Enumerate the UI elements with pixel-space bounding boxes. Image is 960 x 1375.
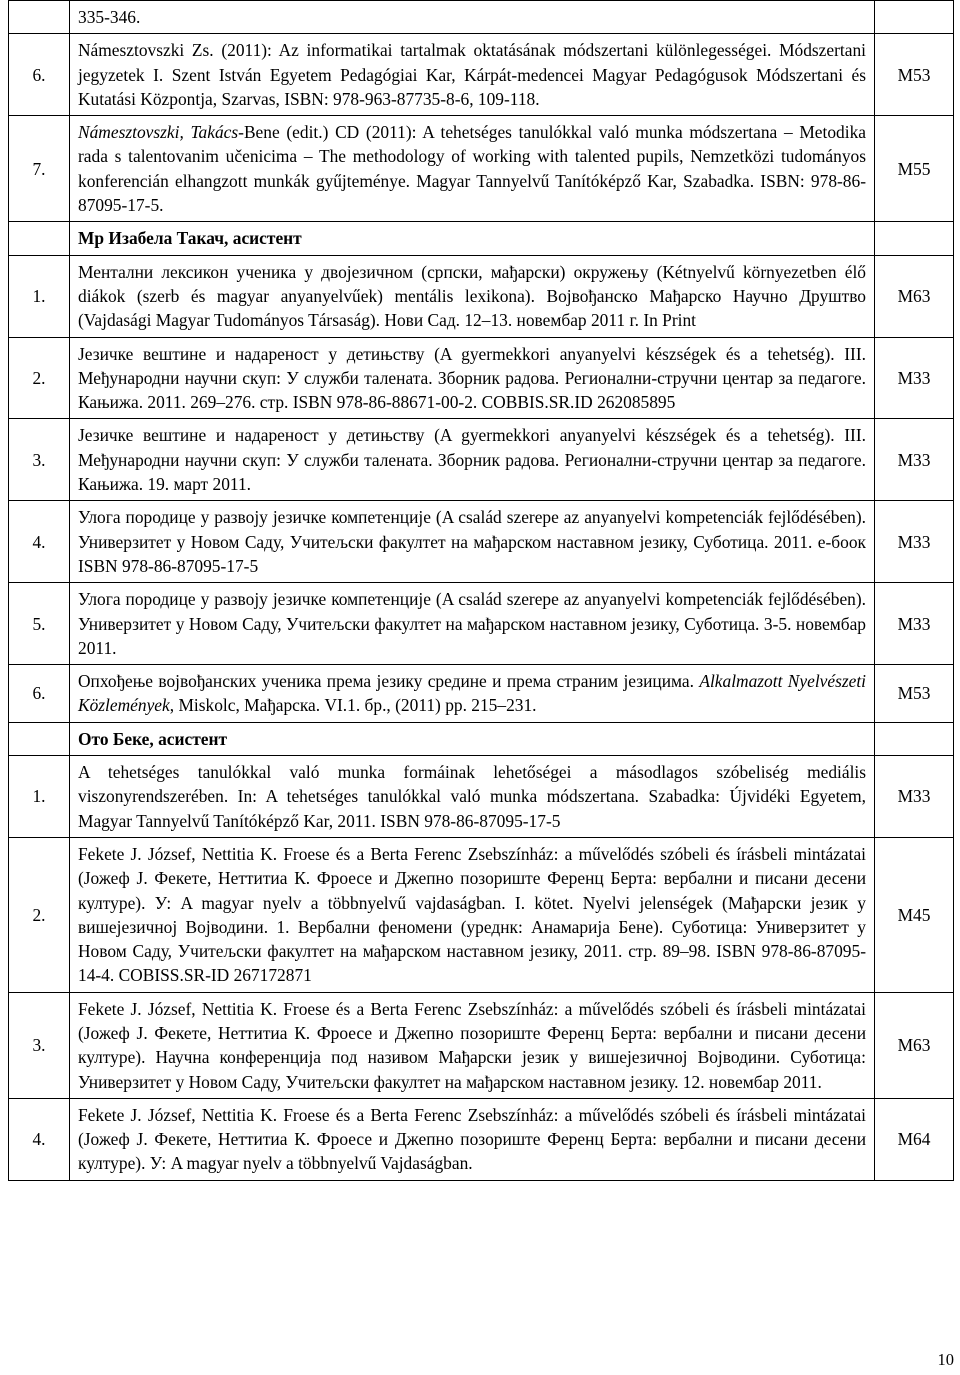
entry-number: 3. [9,419,70,501]
entry-number: 2. [9,337,70,419]
bibliography-entry [9,34,954,116]
entry-reference [70,501,875,583]
bibliography-entry [9,255,954,337]
reference-text: Језичке вештине и надареност у детињству (A gyermekkori anyanyelvi készségek és a tehetség). III. Међународни научни скуп: У служби талената. Зборник радова. Регионални-стручни центар за педагоге. Кањижа. 19. март 2011. [78,425,866,495]
page-number: 10 [937,1350,954,1369]
entry-reference [70,1098,875,1180]
entry-number: 1. [9,756,70,838]
entry-category: M33 [875,337,954,419]
entry-number: 6. [9,34,70,116]
reference-text: Улога породице у развоју језичке компетенције (A család szerepe az anyanyelvi kompetenciák fejlődésében). Универзитет у Новом Саду, Учитељски факултет на мађарском наставном језику, Суботица. 3-5. новембар 2011. [78,589,866,658]
reference-text: Fekete J. József, Nettitia K. Froese és a Berta Ferenc Zsebszínház: a művelődés szóbeli és írásbeli mintázatai (Јожеф Ј. Фекете, Неттитиа К. Фроесе и Джепно позориште Ференц Берта: вербални и писани десени културе). У: A magyar nyelv a többnyelvű Vajdaságban. [78,1104,866,1174]
entry-number: 7. [9,116,70,222]
reference-text: Fekete J. József, Nettitia K. Froese és a Berta Ferenc Zsebszínház: a művelődés szóbeli és írásbeli mintázatai (Јожеф Ј. Фекете, Неттитиа К. Фроесе и Джепно позориште Ференц Берта: вербални и писани десени културе). У: A magyar nyelv a többnyelvű vajdaságban. I. kötet. Nyelvi jelenségek (Мађарски језик у вишејезичној Војводини. 1. Вербални феномени (уреднк: Анамарија Бене). Суботица: Универзитет у Новом Саду, Учитељски факултет на мађарском наставном језику, 2011. стр. 89–98. ISBN 978-86-87095-14-4. COBISS.SR-ID 267172871 [78,843,866,986]
entry-number: 1. [9,255,70,337]
author-heading-row [9,222,954,255]
entry-category: M33 [875,501,954,583]
reference-text: Опхођење војвођанских ученика према језику средине и према страним језицима. [78,671,700,692]
entry-number: 5. [9,583,70,665]
entry-number: 6. [9,665,70,723]
entry-reference [70,992,875,1098]
bibliography-entry [9,501,954,583]
empty-category-cell [875,722,954,755]
bibliography-entry [9,665,954,723]
entry-category: M63 [875,992,954,1098]
entry-category: M33 [875,756,954,838]
entry-reference [70,583,875,665]
entry-category: M33 [875,419,954,501]
author-heading-row [9,722,954,755]
entry-reference [70,419,875,501]
reference-text: , Miskolc, Мађарска. VI.1. бр., (2011) pp. 215–231. [169,695,537,716]
bibliography-entry [9,1098,954,1180]
continuation-text: 335-346. [70,1,875,34]
empty-category-cell [875,1,954,34]
bibliography-table [8,0,954,1181]
empty-number-cell [9,722,70,755]
entry-number: 3. [9,992,70,1098]
entry-category: M64 [875,1098,954,1180]
entry-category: M55 [875,116,954,222]
bibliography-entry [9,419,954,501]
reference-text: Улога породице у развоју језичке компетенције (A család szerepe az anyanyelvi kompetenciák fejlődésében). Универзитет у Новом Саду, Учитељски факултет на мађарском наставном језику, Суботица. 2011. е-боок ISBN 978-86-87095-17-5 [78,507,866,576]
entry-number: 4. [9,1098,70,1180]
entry-category: M53 [875,665,954,723]
entry-reference [70,337,875,419]
bibliography-entry [9,992,954,1098]
bibliography-entry [9,337,954,419]
empty-category-cell [875,222,954,255]
entry-category: M45 [875,837,954,992]
continuation-row [9,1,954,34]
reference-text: Језичке вештине и надареност у детињству (A gyermekkori anyanyelvi készségek és a tehetség). III. Међународни научни скуп: У служби талената. Зборник радова. Регионални-стручни центар за педагоге. Кањижа. 2011. 269–276. стр. ISBN 978-86-88671-00-2. COBBIS.SR.ID 262085895 [78,343,866,413]
bibliography-body [9,1,954,1181]
reference-text: Fekete J. József, Nettitia K. Froese és a Berta Ferenc Zsebszínház: a művelődés szóbeli és írásbeli mintázatai (Јожеф Ј. Фекете, Неттитиа К. Фроесе и Джепно позориште Ференц Берта: вербални и писани десени културе). Научна конференција под називом Мађарски језик у вишејезичној Војводини. Суботица: Универзитет у Новом Саду, Учитељски факултет на мађарском наставном језику. 12. новембар 2011. [78,998,866,1092]
bibliography-entry [9,583,954,665]
reference-text: A tehetséges tanulókkal való munka formáinak lehetőségei a másodlagos szóbeliség mediális viszonyrendszerében. In: A tehetséges tanulókkal való munka módszertana. Szabadka: Újvidéki Egyetem, Magyar Tannyelvű Tanítóképző Kar, 2011. ISBN 978-86-87095-17-5 [78,762,866,831]
entry-category: M63 [875,255,954,337]
author-heading: Ото Беке, асистент [70,722,875,755]
reference-italic-text: Alkalmazott Nyelvészeti Közlemények [78,671,867,716]
reference-text: Námesztovszki Zs. (2011): Az informatikai tartalmak oktatásának módszertani különlegességei. Módszertani jegyzetek I. Szent István Egyetem Pedagógiai Kar, Kárpát-medencei Magyar Pedagógusok Módszertani és Kutatási Központja, Szarvas, ISBN: 978-963-87735-8-6, 109-118. [78,40,866,109]
reference-text: Bene (edit.) CD (2011): A tehetséges tanulókkal való munka módszertana – Metodika rada s talentovanim učenicima – The methodology of working with talented pupils, Nemzetközi tudományos konferencián elhangzott munkák gyűjteménye. Magyar Tannyelvű Tanítóképző Kar, Szabadka. ISBN: 978-86-87095-17-5. [78,122,866,216]
entry-reference [70,34,875,116]
bibliography-entry [9,837,954,992]
reference-text: Ментални лексикон ученика у двојезичном (српски, мађарски) окружењу (Kétnyelvű környezetben élő diákok (szerb és magyar anyanyelvűek) mentális lexikona). Војвођанско Мађарско Научно Друштво (Vajdasági Magyar Tudományos Társaság). Нови Сад. 12–13. новембар 2011 г. In Print [78,261,866,331]
reference-italic-text: Námesztovszki, Takács- [78,122,244,143]
entry-reference [70,665,875,723]
entry-reference [70,837,875,992]
empty-number-cell [9,1,70,34]
entry-reference [70,255,875,337]
entry-reference [70,756,875,838]
author-heading: Мр Изабела Такач, асистент [70,222,875,255]
entry-number: 2. [9,837,70,992]
entry-category: M53 [875,34,954,116]
entry-category: M33 [875,583,954,665]
bibliography-entry [9,116,954,222]
entry-reference [70,116,875,222]
bibliography-entry [9,756,954,838]
empty-number-cell [9,222,70,255]
entry-number: 4. [9,501,70,583]
